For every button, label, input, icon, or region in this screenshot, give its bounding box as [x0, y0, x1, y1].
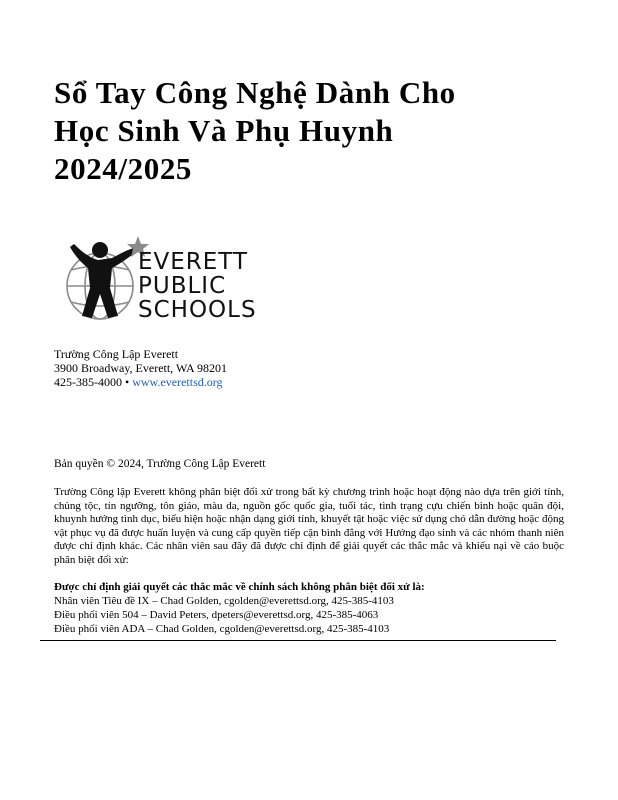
- title-line-3: 2024/2025: [54, 151, 193, 186]
- horizontal-rule: [40, 640, 556, 641]
- website-link[interactable]: www.everettsd.org: [132, 375, 223, 389]
- logo-line-everett: EVERETT: [138, 249, 249, 275]
- document-title: [54, 74, 574, 188]
- contact-title-ix: Nhân viên Tiêu đề IX – Chad Golden, cgolden@everettsd.org, 425-385-4103: [54, 595, 394, 607]
- title-line-2: Học Sinh Và Phụ Huynh: [54, 113, 394, 148]
- contact-504: Điều phối viên 504 – David Peters, dpeters@everettsd.org, 425-385-4063: [54, 609, 379, 621]
- contact-line: [54, 375, 227, 389]
- compliance-contacts: [54, 580, 425, 636]
- logo-wordmark: [138, 250, 257, 322]
- district-name: Trường Công Lập Everett: [54, 347, 179, 361]
- phone-number: 425-385-4000: [54, 375, 122, 389]
- separator: •: [122, 375, 133, 389]
- title-line-1: Sổ Tay Công Nghệ Dành Cho: [54, 75, 456, 110]
- logo-line-schools: SCHOOLS: [138, 297, 257, 323]
- copyright-notice: Bản quyền © 2024, Trường Công Lập Everett: [54, 458, 266, 470]
- contact-ada: Điều phối viên ADA – Chad Golden, cgolden@everettsd.org, 425-385-4103: [54, 623, 390, 635]
- nondiscrimination-statement: Trường Công lập Everett không phân biệt đối xử trong bất kỳ chương trình hoặc hoạt động nào dựa trên giới tính, chủng tộc, tín ngưỡng, tôn giáo, màu da, nguồn gốc quốc gia, tuổi tác, tình trạng cựu chiến binh hoặc quân đội, khuynh hướng tình dục, biểu hiện hoặc nhận dạng giới tính, khuyết tật hoặc việc sử dụng chó dẫn đường hoặc động vật phục vụ đã được huấn luyện và cung cấp quyền tiếp cận bình đẳng với Hướng đạo sinh và các nhóm thanh niên được chỉ định khác. Các nhân viên sau đây đã được chỉ định để giải quyết các thắc mắc và khiếu nại về cáo buộc phân biệt đối xử:: [54, 486, 564, 566]
- street-address: 3900 Broadway, Everett, WA 98201: [54, 361, 227, 375]
- logo-line-public: PUBLIC: [138, 273, 227, 299]
- contacts-heading: Được chỉ định giải quyết các thắc mắc về chính sách không phân biệt đối xử là:: [54, 581, 425, 593]
- address-block: [54, 347, 227, 389]
